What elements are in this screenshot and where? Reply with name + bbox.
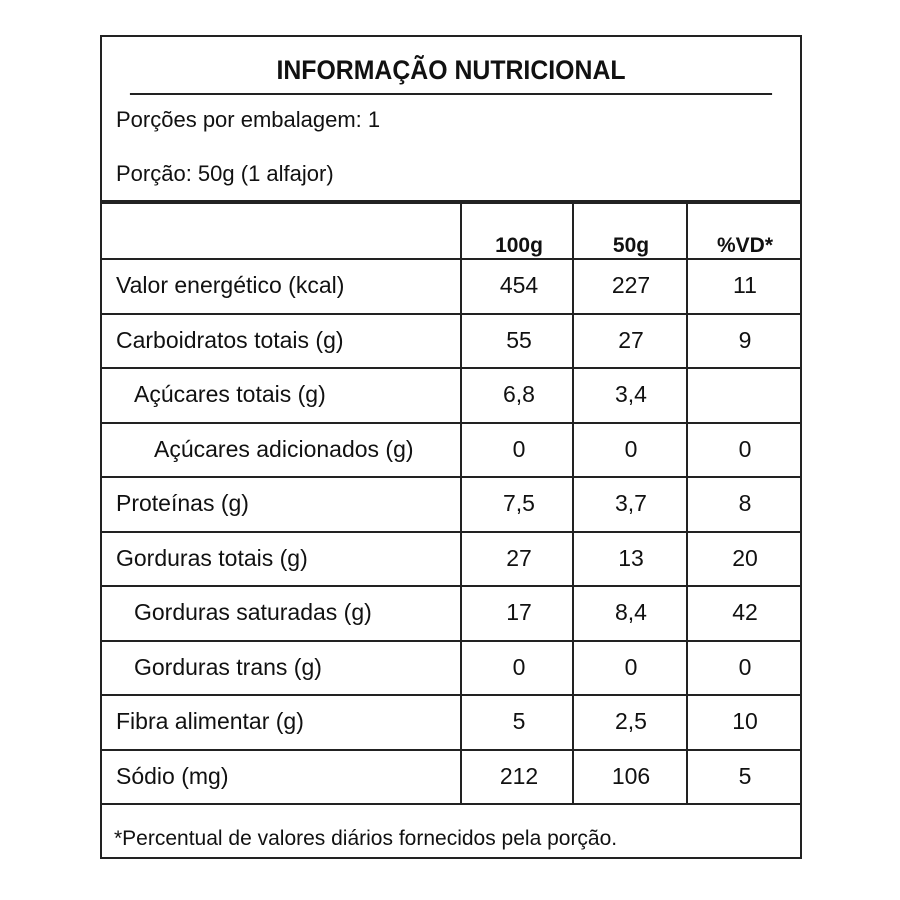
row-divider [102,258,800,260]
value-daily-percent: 0 [738,654,752,680]
value-per-50g: 13 [618,545,644,571]
row-divider [102,367,800,369]
value-per-100g: 0 [512,654,526,680]
value-per-100g: 6,8 [503,381,535,407]
value-daily-percent: 8 [738,490,752,516]
serving-size: Porção: 50g (1 alfajor) [116,161,334,186]
value-daily-percent: 5 [738,763,752,789]
value-per-50g: 0 [624,654,638,680]
nutrient-name: Carboidratos totais (g) [116,327,344,353]
servings-per-package: Porções por embalagem: 1 [116,107,381,132]
table-bottom-line [102,803,800,805]
footnote: *Percentual de valores diários fornecidos pela porção. [114,827,618,850]
row-divider [102,749,800,751]
value-per-50g: 27 [618,327,644,353]
thick-divider [102,200,800,204]
value-per-100g: 454 [499,272,539,298]
column-header-50g: 50g [576,233,686,260]
label-title: INFORMAÇÃO NUTRICIONAL [130,37,772,95]
value-per-100g: 55 [506,327,532,353]
value-daily-percent: 0 [738,436,752,462]
value-per-50g: 8,4 [615,599,647,625]
value-per-50g: 3,4 [615,381,647,407]
row-divider [102,313,800,315]
value-per-100g: 7,5 [503,490,535,516]
row-divider [102,694,800,696]
value-daily-percent: 20 [732,545,758,571]
nutrient-name: Açúcares adicionados (g) [154,436,414,462]
nutrient-name: Gorduras trans (g) [134,654,322,680]
column-divider [460,204,462,803]
value-daily-percent: 11 [733,272,757,298]
value-per-100g: 27 [506,545,532,571]
column-header-vd: %VD* [690,233,800,260]
value-daily-percent: 42 [732,599,758,625]
row-divider [102,422,800,424]
nutrient-name: Sódio (mg) [116,763,229,789]
value-per-50g: 0 [624,436,638,462]
value-per-100g: 5 [512,708,526,734]
nutrient-name: Valor energético (kcal) [116,272,345,298]
row-divider [102,476,800,478]
nutrient-name: Açúcares totais (g) [134,381,326,407]
value-per-100g: 212 [499,763,539,789]
value-per-50g: 227 [611,272,651,298]
row-divider [102,640,800,642]
value-per-50g: 2,5 [615,708,647,734]
value-per-100g: 0 [512,436,526,462]
column-header-100g: 100g [464,233,574,260]
nutrient-name: Gorduras totais (g) [116,545,308,571]
nutrient-name: Gorduras saturadas (g) [134,599,372,625]
row-divider [102,531,800,533]
column-divider [686,204,688,803]
value-daily-percent: 10 [732,708,758,734]
value-per-50g: 106 [611,763,651,789]
nutrient-name: Proteínas (g) [116,490,249,516]
value-per-50g: 3,7 [615,490,647,516]
value-per-100g: 17 [506,599,532,625]
value-daily-percent: 9 [738,327,752,353]
nutrition-facts-label [100,35,802,859]
nutrient-name: Fibra alimentar (g) [116,708,304,734]
row-divider [102,585,800,587]
